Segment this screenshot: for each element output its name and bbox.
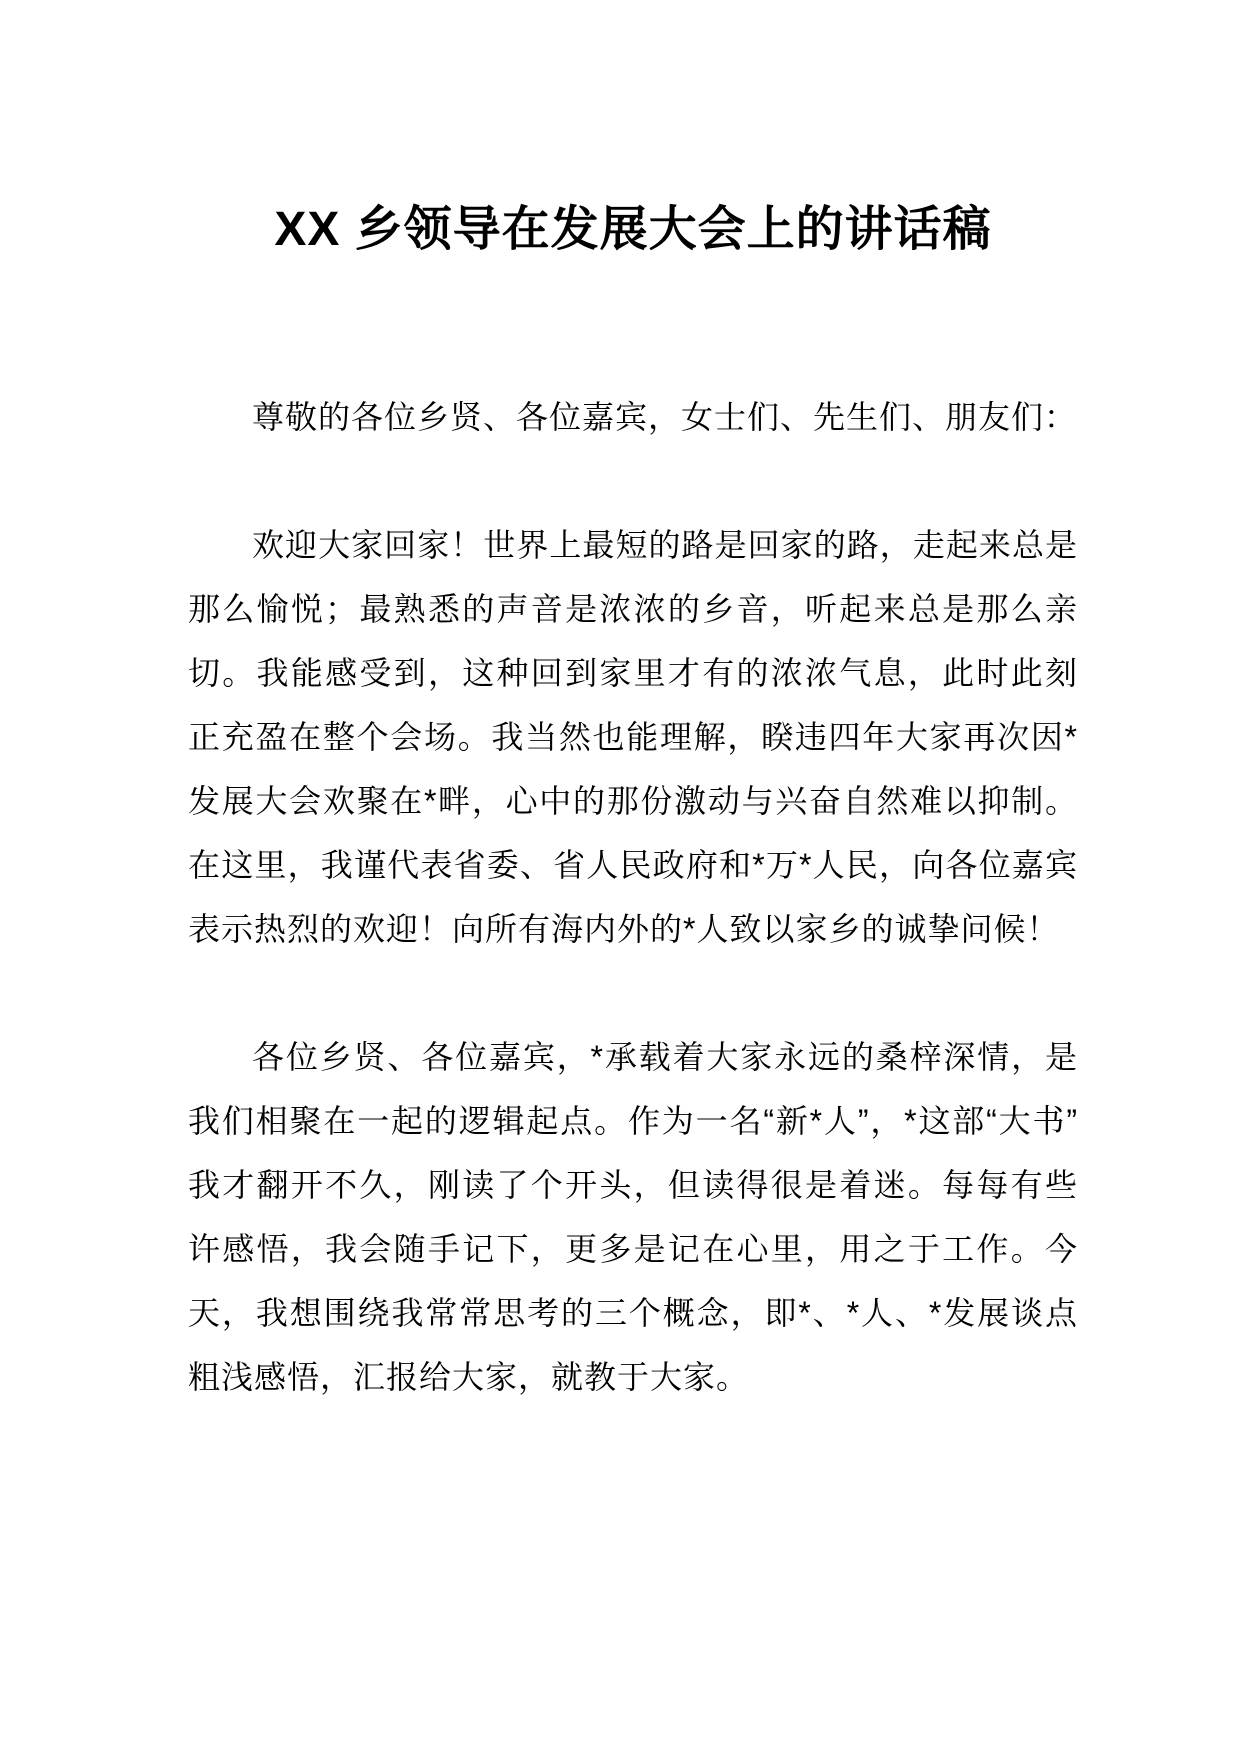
paragraph-reflection: 各位乡贤、各位嘉宾，*承载着大家永远的桑梓深情，是我们相聚在一起的逻辑起点。作为一名“新*人”，*这部“大书”我才翻开不久，刚读了个开头，但读得很是着迷。每每有些许感悟，我会随手记下，更多是记在心里，用之于工作。今天，我想围绕我常常思考的三个概念，即*、*人、*发展谈点粗浅感悟，汇报给大家，就教于大家。 bbox=[188, 1039, 1078, 1395]
paragraph-welcome: 欢迎大家回家！世界上最短的路是回家的路，走起来总是那么愉悦；最熟悉的声音是浓浓的乡音，听起来总是那么亲切。我能感受到，这种回到家里才有的浓浓气息，此时此刻正充盈在整个会场。我当然也能理解，睽违四年大家再次因*发展大会欢聚在*畔，心中的那份激动与兴奋自然难以抑制。在这里，我谨代表省委、省人民政府和*万*人民，向各位嘉宾表示热烈的欢迎！向所有海内外的*人致以家乡的诚挚问候！ bbox=[188, 527, 1078, 947]
paragraph-salutation: 尊敬的各位乡贤、各位嘉宾，女士们、先生们、朋友们： bbox=[252, 399, 1078, 435]
document-title: XX 乡领导在发展大会上的讲话稿 bbox=[274, 203, 992, 256]
